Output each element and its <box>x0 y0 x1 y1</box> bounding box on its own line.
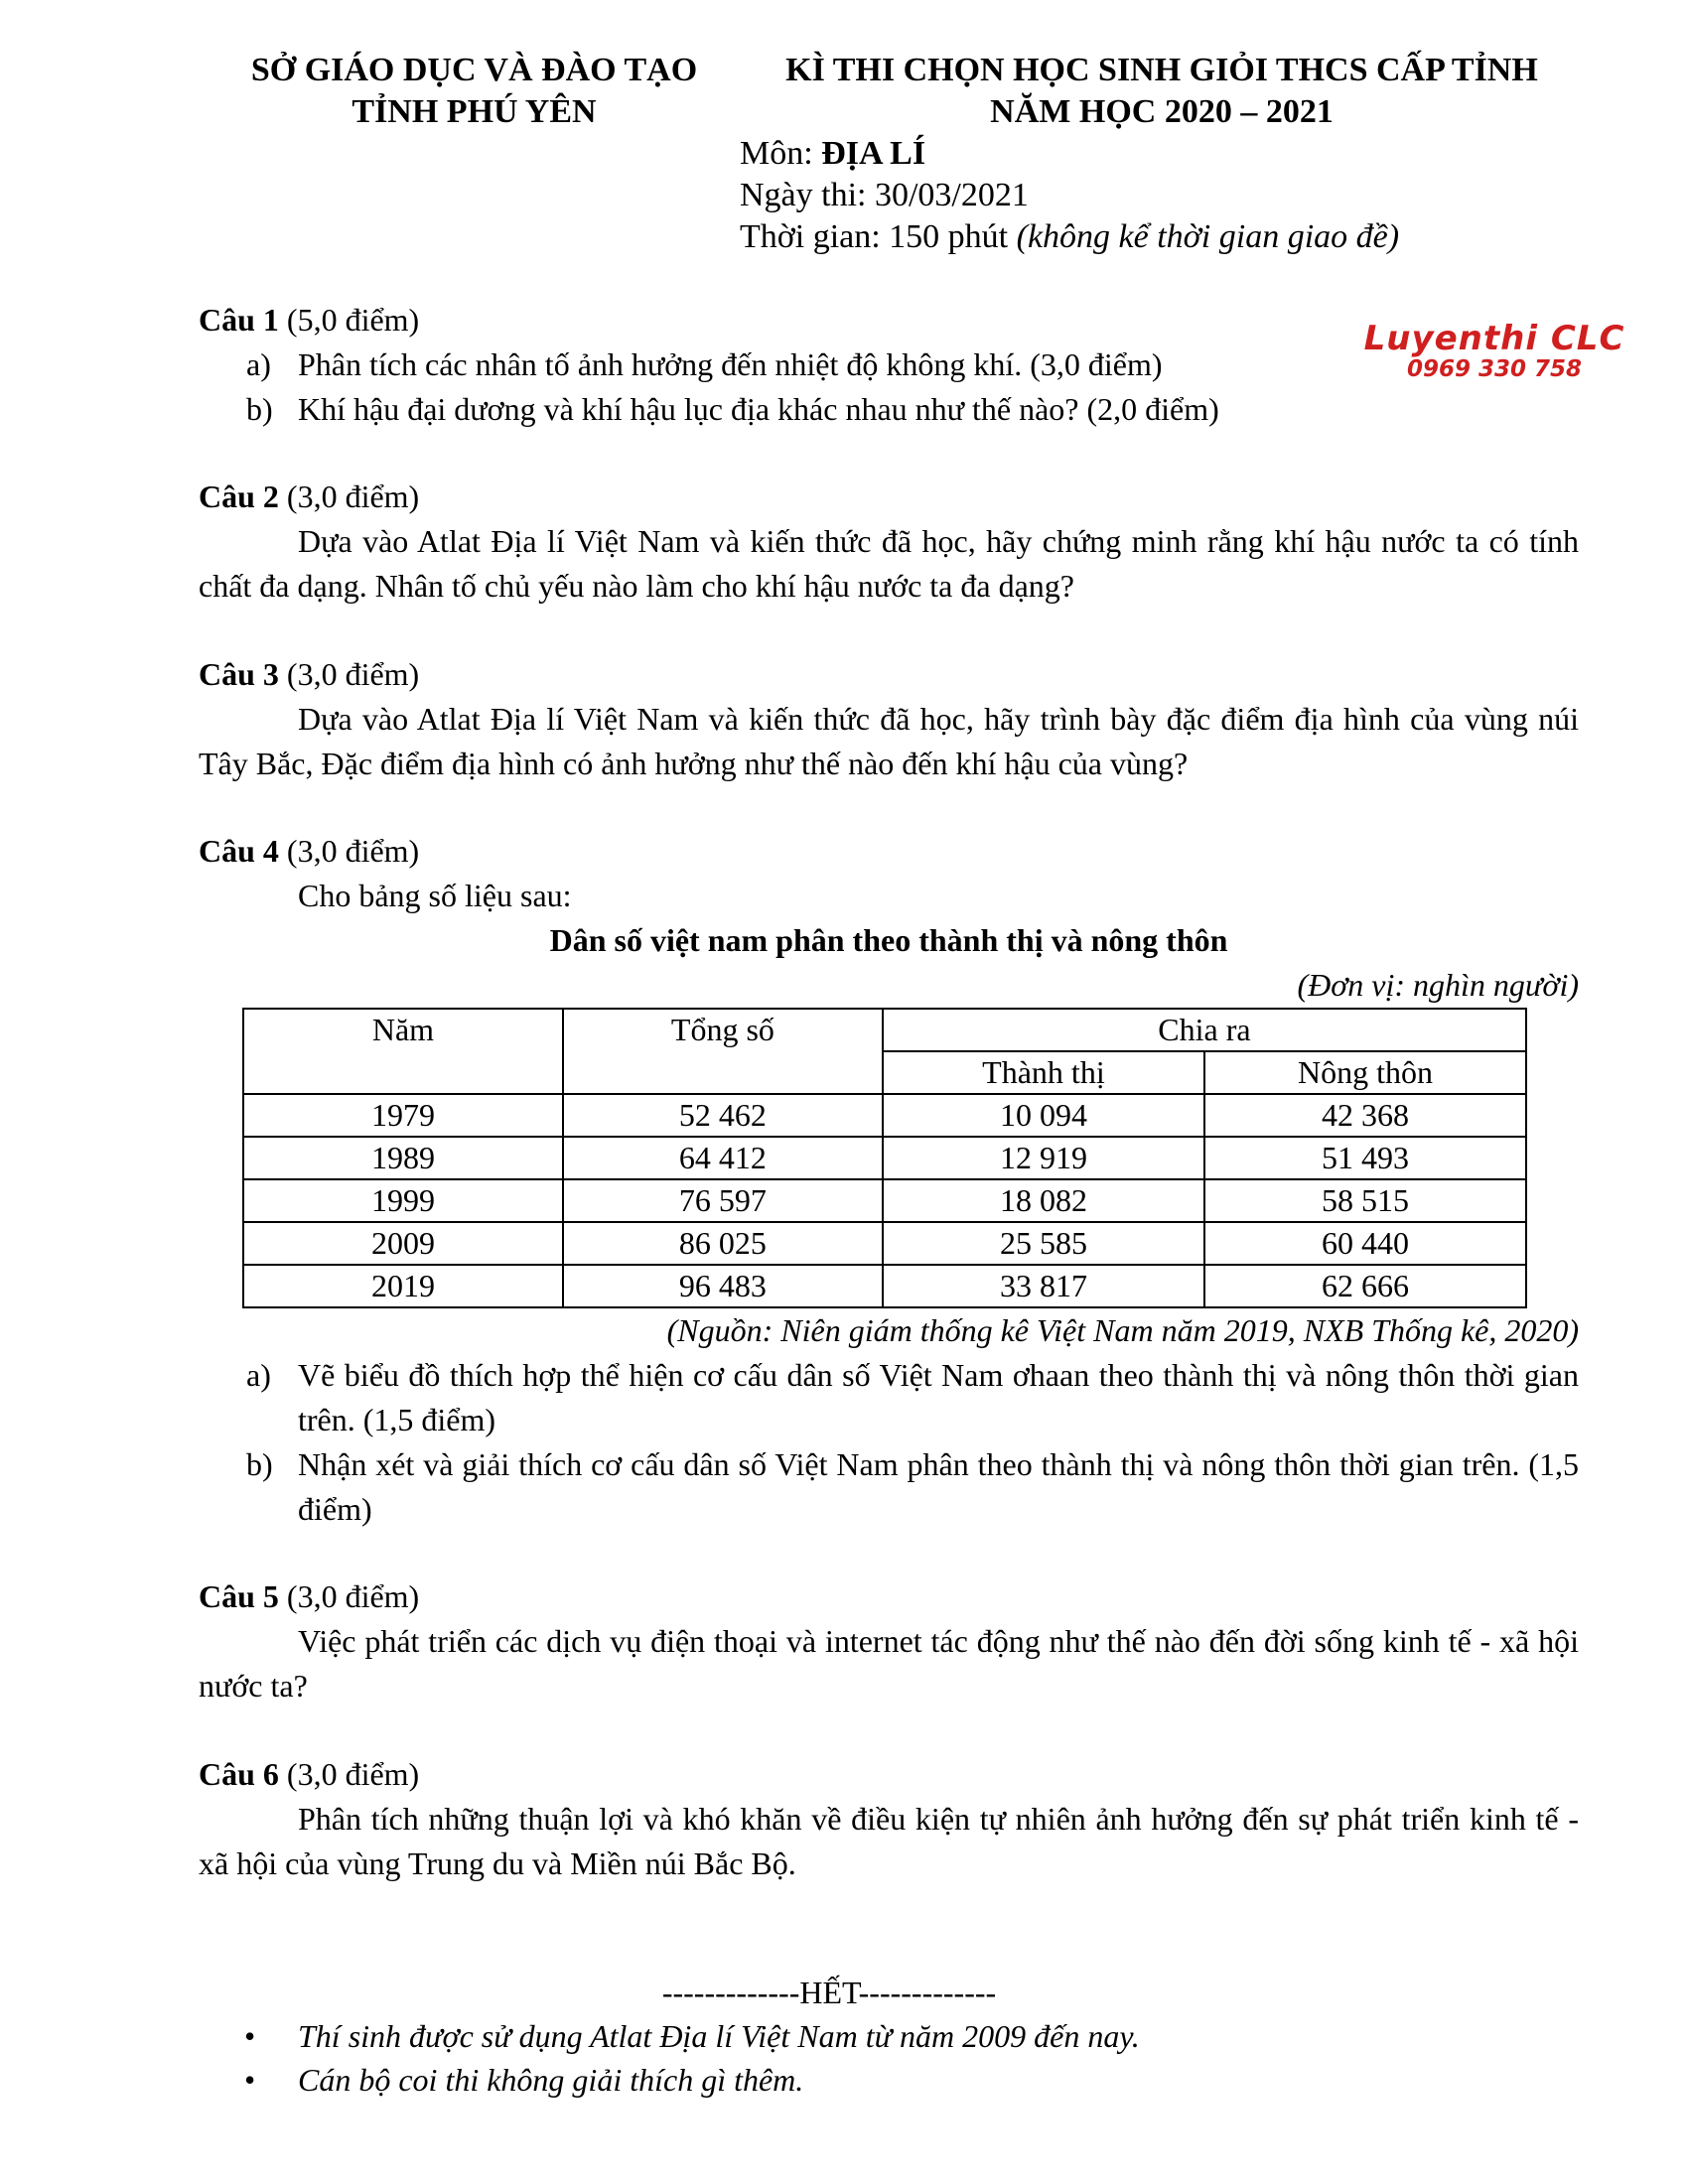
question-5-points: (3,0 điểm) <box>278 1578 420 1614</box>
note-2-text: Cán bộ coi thi không giải thích gì thêm. <box>298 2062 804 2098</box>
cell-total: 52 462 <box>563 1094 883 1137</box>
question-4-points: (3,0 điểm) <box>278 833 420 869</box>
question-6 <box>199 1752 1579 1886</box>
exam-date: Ngày thi: 30/03/2021 <box>740 177 1029 213</box>
logo-name: Luyenthi CLC <box>1363 319 1625 358</box>
note-2 <box>199 2058 1579 2102</box>
table-row <box>243 1094 1526 1137</box>
cell-rural: 58 515 <box>1204 1179 1526 1222</box>
cell-total: 86 025 <box>563 1222 883 1265</box>
table-unit: (Đơn vị: nghìn người) <box>1297 967 1579 1003</box>
item-text: Vẽ biểu đồ thích hợp thể hiện cơ cấu dân số Việt Nam ơhaan theo thành thị và nông thôn thời gian trên. (1,5 điểm) <box>298 1357 1579 1437</box>
question-4-title <box>199 829 1579 874</box>
question-6-title <box>199 1752 1579 1797</box>
question-5-text: Việc phát triển các dịch vụ điện thoại và internet tác động như thế nào đến đời sống kinh tế - xã hội nước ta? <box>199 1623 1579 1704</box>
cell-total: 76 597 <box>563 1179 883 1222</box>
header-split: Chia ra <box>883 1009 1526 1051</box>
question-4-intro: Cho bảng số liệu sau: <box>298 878 572 913</box>
question-6-label: Câu 6 <box>199 1756 279 1792</box>
item-label: a) <box>246 346 271 382</box>
question-3-text: Dựa vào Atlat Địa lí Việt Nam và kiến thức đã học, hãy trình bày đặc điểm địa hình của vùng núi Tây Bắc, Đặc điểm địa hình có ảnh hưởng như thế nào đến khí hậu của vùng? <box>199 701 1579 781</box>
question-4 <box>199 829 1579 1532</box>
logo-phone: 0969 330 758 <box>1406 356 1583 382</box>
cell-urban: 10 094 <box>883 1094 1204 1137</box>
cell-urban: 33 817 <box>883 1265 1204 1307</box>
exam-duration <box>740 216 1584 258</box>
issuer-line-2: TỈNH PHÚ YÊN <box>352 93 597 130</box>
question-2-title <box>199 475 1579 519</box>
item-label: b) <box>246 1446 273 1482</box>
cell-year: 2009 <box>243 1222 563 1265</box>
question-1-title <box>199 298 1579 342</box>
bullet-icon: • <box>244 2018 256 2054</box>
item-text: Phân tích các nhân tố ảnh hưởng đến nhiệt độ không khí. (3,0 điểm) <box>298 346 1163 382</box>
end-marker: -------------HẾT------------- <box>661 1975 997 2010</box>
issuer-header <box>199 50 750 133</box>
header-rural: Nông thôn <box>1204 1051 1526 1094</box>
cell-urban: 25 585 <box>883 1222 1204 1265</box>
bullet-icon: • <box>244 2062 256 2098</box>
duration-note: (không kể thời gian giao đề) <box>1016 218 1400 255</box>
question-5-title <box>199 1574 1579 1619</box>
question-2 <box>199 475 1579 609</box>
question-4a <box>199 1353 1579 1442</box>
issuer-line-1: SỞ GIÁO DỤC VÀ ĐÀO TẠO <box>250 52 698 88</box>
header-urban: Thành thị <box>883 1051 1204 1094</box>
question-2-text: Dựa vào Atlat Địa lí Việt Nam và kiến thức đã học, hãy chứng minh rằng khí hậu nước ta có tính chất đa dạng. Nhân tố chủ yếu nào làm cho khí hậu nước ta đa dạng? <box>199 523 1579 604</box>
table-title: Dân số việt nam phân theo thành thị và nông thôn <box>549 922 1228 958</box>
cell-year: 1999 <box>243 1179 563 1222</box>
duration-label: Thời gian: 150 phút <box>740 218 1017 255</box>
item-text: Khí hậu đại dương và khí hậu lục địa khác nhau như thế nào? (2,0 điểm) <box>298 391 1219 427</box>
question-3-title <box>199 652 1579 697</box>
question-6-text: Phân tích những thuận lợi và khó khăn về điều kiện tự nhiên ảnh hưởng đến sự phát triển kinh tế - xã hội của vùng Trung du và Miền núi Bắc Bộ. <box>199 1801 1579 1881</box>
question-4-label: Câu 4 <box>199 833 279 869</box>
table-header-row <box>243 1009 1526 1051</box>
exam-title-line-1: KÌ THI CHỌN HỌC SINH GIỎI THCS CẤP TỈNH <box>785 52 1538 88</box>
question-1b <box>199 387 1579 432</box>
subject-name: ĐỊA LÍ <box>821 135 926 172</box>
exam-header <box>740 50 1584 258</box>
question-2-label: Câu 2 <box>199 478 279 514</box>
cell-rural: 60 440 <box>1204 1222 1526 1265</box>
question-3-points: (3,0 điểm) <box>278 656 420 692</box>
question-1 <box>199 298 1579 432</box>
item-label: a) <box>246 1357 271 1393</box>
question-1-label: Câu 1 <box>199 302 279 338</box>
cell-rural: 51 493 <box>1204 1137 1526 1179</box>
question-6-points: (3,0 điểm) <box>278 1756 420 1792</box>
item-text: Nhận xét và giải thích cơ cấu dân số Việt Nam phân theo thành thị và nông thôn thời gian trên. (1,5 điểm) <box>298 1446 1579 1527</box>
cell-year: 2019 <box>243 1265 563 1307</box>
question-3 <box>199 652 1579 786</box>
table-row <box>243 1222 1526 1265</box>
table-row <box>243 1265 1526 1307</box>
cell-urban: 12 919 <box>883 1137 1204 1179</box>
cell-total: 64 412 <box>563 1137 883 1179</box>
cell-year: 1979 <box>243 1094 563 1137</box>
question-4b <box>199 1442 1579 1532</box>
note-1 <box>199 2014 1579 2058</box>
question-2-points: (3,0 điểm) <box>278 478 420 514</box>
item-label: b) <box>246 391 273 427</box>
subject-label: Môn: <box>740 135 822 172</box>
header-total: Tổng số <box>563 1009 883 1094</box>
note-1-text: Thí sinh được sử dụng Atlat Địa lí Việt Nam từ năm 2009 đến nay. <box>298 2018 1140 2054</box>
header-year: Năm <box>243 1009 563 1094</box>
population-table <box>242 1008 1527 1308</box>
question-5 <box>199 1574 1579 1708</box>
exam-title-line-2: NĂM HỌC 2020 – 2021 <box>990 93 1334 130</box>
question-3-label: Câu 3 <box>199 656 279 692</box>
question-1-points: (5,0 điểm) <box>278 302 420 338</box>
table-row <box>243 1179 1526 1222</box>
question-1a <box>199 342 1579 387</box>
cell-total: 96 483 <box>563 1265 883 1307</box>
cell-rural: 42 368 <box>1204 1094 1526 1137</box>
question-5-label: Câu 5 <box>199 1578 279 1614</box>
cell-rural: 62 666 <box>1204 1265 1526 1307</box>
exam-footer <box>199 1971 1579 2102</box>
cell-urban: 18 082 <box>883 1179 1204 1222</box>
table-source: (Nguồn: Niên giám thống kê Việt Nam năm 2019, NXB Thống kê, 2020) <box>666 1312 1579 1348</box>
exam-subject <box>740 133 1584 175</box>
table-row <box>243 1137 1526 1179</box>
cell-year: 1989 <box>243 1137 563 1179</box>
